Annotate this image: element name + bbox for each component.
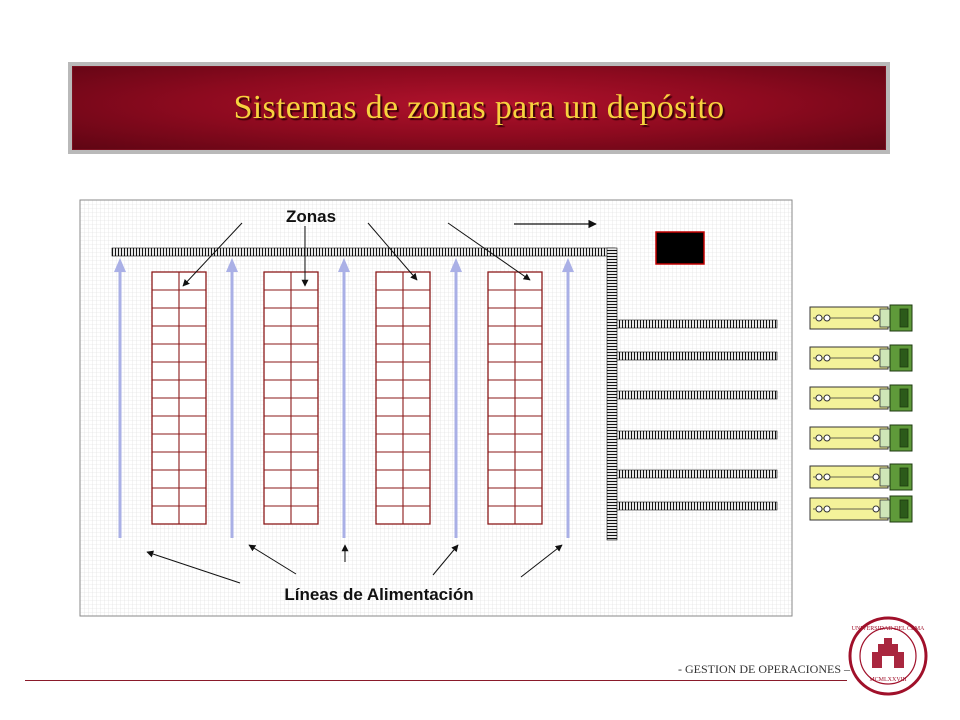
main-conveyor [112, 248, 615, 256]
trucks-group [810, 305, 912, 522]
footer-divider [25, 680, 847, 681]
svg-text:UNIVERSIDAD DEL CEMA: UNIVERSIDAD DEL CEMA [851, 626, 925, 632]
dock-conveyor [617, 391, 777, 399]
zone-rack [152, 272, 206, 524]
truck-icon [810, 464, 912, 490]
office-block [656, 232, 704, 264]
zone-rack [376, 272, 430, 524]
zone-rack [264, 272, 318, 524]
dock-conveyor [617, 470, 777, 478]
vertical-conveyor [607, 248, 617, 540]
feed-lines-label: Líneas de Alimentación [284, 585, 474, 604]
zone-rack [488, 272, 542, 524]
dock-conveyor [617, 352, 777, 360]
truck-icon [810, 305, 912, 331]
slide-title: Sistemas de zonas para un depósito [233, 89, 725, 126]
truck-icon [810, 385, 912, 411]
truck-icon [810, 345, 912, 371]
dock-conveyor [617, 431, 777, 439]
truck-icon [810, 425, 912, 451]
footer-course-text: - GESTION DE OPERACIONES – [678, 662, 850, 676]
truck-icon [810, 496, 912, 522]
university-seal-icon [850, 618, 926, 694]
dock-conveyor [617, 502, 777, 510]
dock-conveyor [617, 320, 777, 328]
svg-text:MCMLXXVIII: MCMLXXVIII [869, 677, 907, 683]
zones-label: Zonas [285, 207, 337, 226]
